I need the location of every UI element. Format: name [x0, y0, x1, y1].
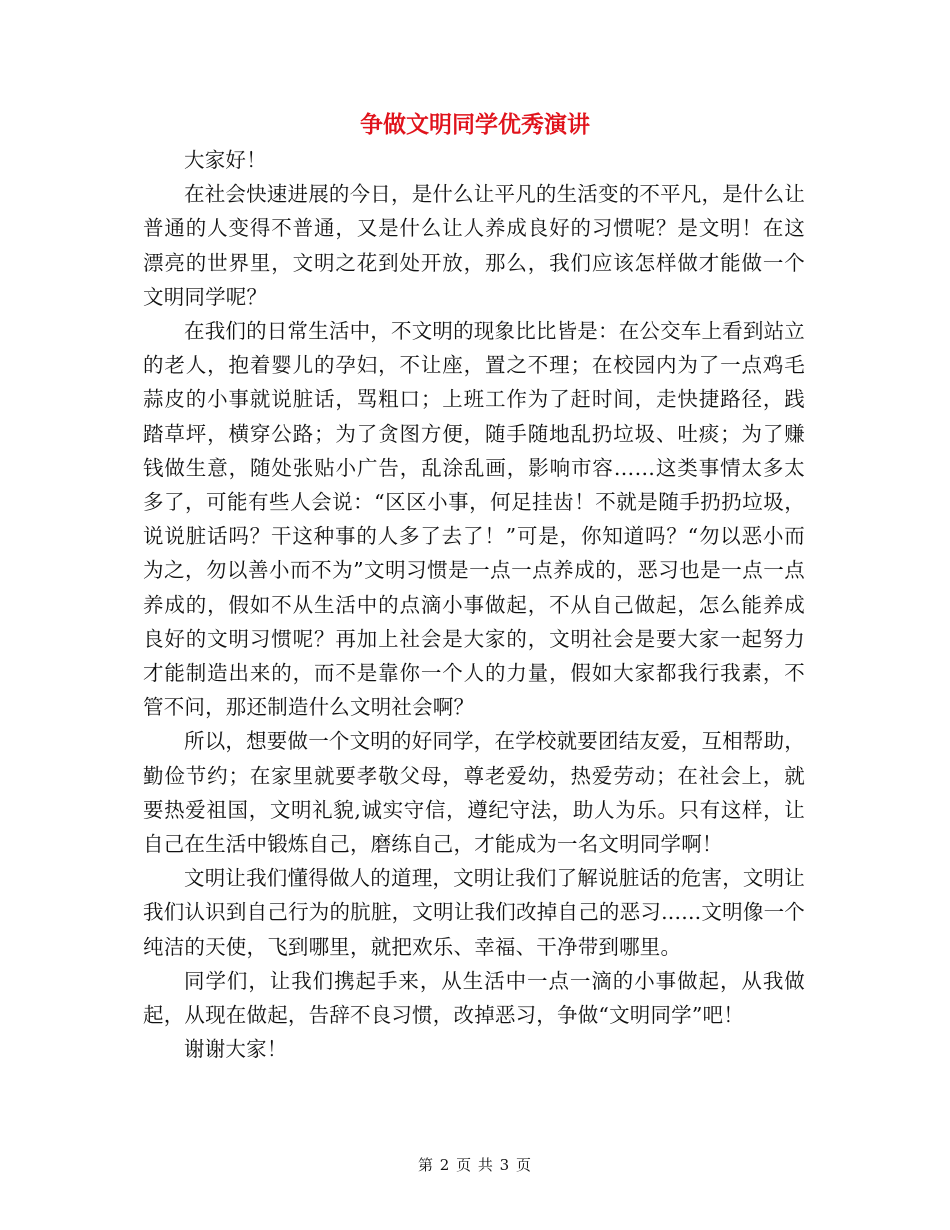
paragraph-intro: 在社会快速进展的今日，是什么让平凡的生活变的不平凡，是什么让普通的人变得不普通，又是什么让人养成良好的习惯呢？是文明！在这漂亮的世界里，文明之花到处开放，那么，我们应该怎样做才能做一个文明同学呢？ — [143, 182, 805, 309]
document-body — [143, 143, 805, 1066]
paragraph-how-to: 所以，想要做一个文明的好同学，在学校就要团结友爱，互相帮助，勤俭节约；在家里就要孝敬父母，尊老爱幼，热爱劳动；在社会上，就要热爱祖国，文明礼貌,诚实守信，遵纪守法，助人为乐。只有这样，让自己在生活中锻炼自己，磨练自己，才能成为一名文明同学啊！ — [143, 729, 805, 857]
paragraph-greeting: 大家好！ — [184, 148, 267, 172]
document-title: 争做文明同学优秀演讲 — [360, 111, 590, 138]
paragraph-call-to-action: 同学们，让我们携起手来，从生活中一点一滴的小事做起，从我做起，从现在做起，告辞不良习惯，改掉恶习，争做“文明同学”吧！ — [143, 968, 805, 1028]
paragraph-meaning: 文明让我们懂得做人的道理，文明让我们了解说脏话的危害，文明让我们认识到自己行为的肮脏，文明让我们改掉自己的恶习......文明像一个纯洁的天使，飞到哪里，就把欢乐、幸福、干净带到哪里。 — [143, 866, 805, 959]
paragraph-phenomena: 在我们的日常生活中，不文明的现象比比皆是：在公交车上看到站立的老人，抱着婴儿的孕妇，不让座，置之不理；在校园内为了一点鸡毛蒜皮的小事就说脏话，骂粗口；上班工作为了赶时间，走快捷路径，践踏草坪，横穿公路；为了贪图方便，随手随地乱扔垃圾、吐痰；为了赚钱做生意，随处张贴小广告，乱涂乱画，影响市容……这类事情太多太多了，可能有些人会说：“区区小事，何足挂齿！不就是随手扔扔垃圾，说说脏话吗？干这种事的人多了去了！”可是，你知道吗？“勿以恶小而为之，勿以善小而不为”文明习惯是一点一点养成的，恶习也是一点一点养成的，假如不从生活中的点滴小事做起，不从自己做起，怎么能养成良好的文明习惯呢？再加上社会是大家的，文明社会是要大家一起努力才能制造出来的，而不是靠你一个人的力量，假如大家都我行我素，不管不问，那还制造什么文明社会啊？ — [143, 319, 805, 720]
page-footer: 第 2 页 共 3 页 — [418, 1156, 532, 1174]
paragraph-thanks: 谢谢大家！ — [184, 1037, 288, 1062]
